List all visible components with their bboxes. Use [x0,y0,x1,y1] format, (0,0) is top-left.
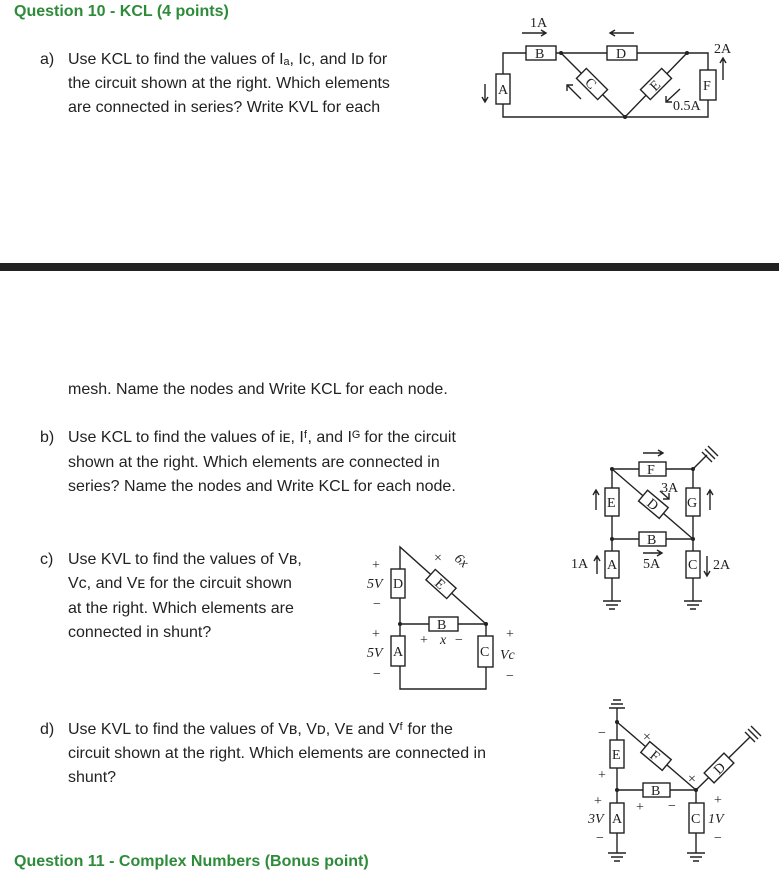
part-a-continuation: mesh. Name the nodes and Write KCL for each node. [68,381,448,398]
arrow-icon [594,556,600,574]
part-b-line-2: shown at the right. Which elements are connected in [68,454,440,471]
svg-text:1A: 1A [571,557,589,572]
part-c-line-1: Use KVL to find the values of Vʙ, [68,551,302,568]
part-b-line-1: Use KCL to find the values of iᴇ, Iᶠ, and Iᴳ for the circuit [68,429,456,446]
svg-text:C: C [688,558,698,573]
arrow-icon [707,490,713,510]
svg-text:−: − [506,669,514,684]
svg-text:B: B [647,533,657,548]
svg-text:3V: 3V [588,812,604,827]
arrow-icon [643,550,662,556]
svg-text:D: D [711,760,729,778]
svg-text:G: G [687,496,698,511]
svg-text:−: − [714,831,722,846]
svg-text:5V: 5V [367,646,383,661]
part-c-line-2: Vᴄ, and Vᴇ for the circuit shown [68,575,292,592]
svg-text:+: + [372,558,380,573]
ground-icon [609,700,625,708]
svg-text:−: − [596,831,604,846]
svg-text:+: + [636,800,644,815]
svg-text:F: F [703,79,711,94]
part-a-line-1: Use KCL to find the values of Iₐ, Iᴄ, and Iᴅ for [68,51,388,68]
part-c-line-4: connected in shunt? [68,624,212,641]
svg-text:C: C [691,812,701,827]
svg-text:3A: 3A [661,481,679,496]
svg-text:6x: 6x [451,551,471,572]
svg-text:×: × [643,730,651,745]
svg-text:Vc: Vc [500,648,515,663]
svg-text:−: − [598,726,606,741]
arrow-icon [720,58,726,80]
svg-text:+: + [372,627,380,642]
current-1a: 1A [530,16,548,31]
arrow-icon [610,30,634,36]
svg-text:C: C [581,75,599,93]
part-a-line-3: are connected in series? Write KVL for each [68,99,381,116]
part-c-label: c) [40,551,54,568]
svg-text:B: B [437,618,447,633]
part-d-label: d) [40,721,55,738]
circuit-a [482,16,732,119]
svg-text:B: B [651,784,661,799]
svg-text:+: + [598,768,606,783]
svg-text:A: A [393,645,404,660]
arrow-icon [567,85,581,99]
svg-text:×: × [434,551,442,566]
svg-text:×: × [688,772,696,787]
svg-text:+: + [594,794,602,809]
current-2a: 2A [714,42,732,57]
question-11-title: Question 11 - Complex Numbers (Bonus point) [14,853,369,870]
ground-icon [608,853,626,861]
svg-text:+: + [506,627,514,642]
svg-text:A: A [612,812,623,827]
svg-text:−: − [373,667,381,682]
svg-text:D: D [643,496,661,515]
ground-icon [603,601,621,609]
part-a-label: a) [40,51,55,68]
svg-text:+: + [420,633,428,648]
svg-text:D: D [616,47,627,62]
svg-text:E: E [647,77,665,95]
arrow-icon [643,450,663,456]
arrow-icon [593,490,599,510]
part-d-line-2: circuit shown at the right. Which elements are connected in [68,745,486,762]
current-0.5a: 0.5A [673,99,701,114]
svg-text:+: + [714,793,722,808]
svg-text:A: A [498,83,509,98]
svg-text:x: x [440,633,447,648]
ground-icon [687,853,705,861]
svg-text:F: F [647,463,655,478]
ground-icon [702,446,718,462]
svg-text:−: − [455,633,463,648]
circuit-c [367,547,516,689]
svg-text:−: − [668,799,676,814]
arrow-icon [482,84,488,102]
svg-text:5A: 5A [643,557,661,572]
part-d-line-1: Use KVL to find the values of Vʙ, Vᴅ, Vᴇ and Vᶠ for the [68,721,453,738]
part-c-line-3: at the right. Which elements are [68,600,294,617]
svg-text:F: F [646,748,662,765]
svg-text:E: E [612,748,621,763]
part-a-line-2: the circuit shown at the right. Which elements [68,75,390,92]
circuit-b [571,446,731,609]
ground-icon [684,601,702,609]
svg-text:A: A [607,558,618,573]
svg-text:D: D [393,577,404,592]
svg-text:1V: 1V [708,812,724,827]
svg-text:B: B [535,47,545,62]
part-b-label: b) [40,429,55,446]
question-10-title: Question 10 - KCL (4 points) [14,3,229,20]
svg-text:E: E [607,496,616,511]
svg-text:C: C [480,645,490,660]
part-d-line-3: shunt? [68,769,117,786]
svg-text:5V: 5V [367,577,383,592]
circuit-d [587,700,761,861]
svg-text:2A: 2A [713,558,731,573]
part-b-line-3: series? Name the nodes and Write KCL for each node. [68,478,456,495]
arrow-icon [704,556,710,576]
svg-text:E: E [431,576,448,594]
svg-text:−: − [373,597,381,612]
